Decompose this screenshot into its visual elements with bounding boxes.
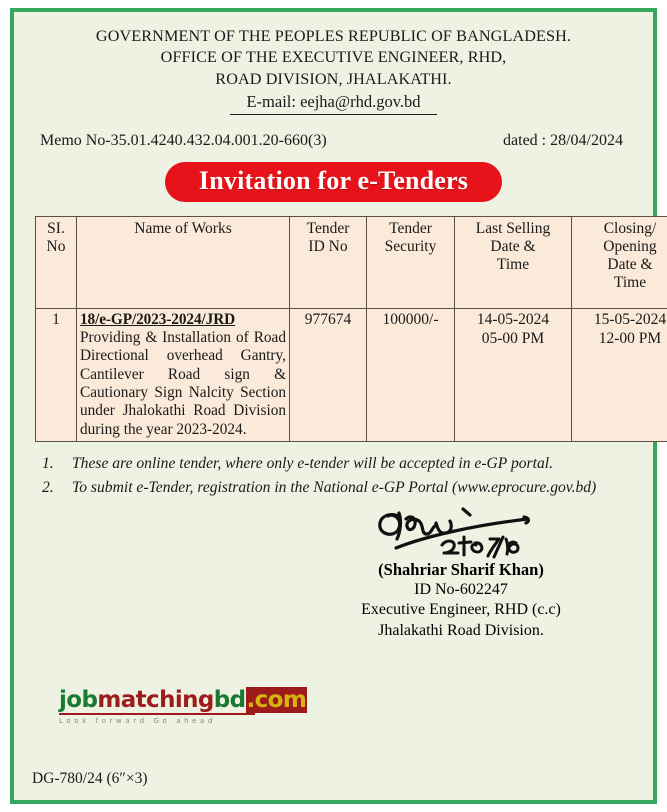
last-selling-time: 05-00 PM (481, 329, 545, 347)
cell-sl-no: 1 (36, 308, 77, 441)
cell-tender-security: 100000/- (367, 308, 455, 441)
tender-table-head (36, 216, 667, 308)
logo-part-bd: bd (213, 687, 246, 713)
logo-underline (59, 713, 255, 715)
note-number-1: 1. (42, 455, 54, 473)
invitation-banner: Invitation for e-Tenders (165, 162, 502, 202)
tender-table (35, 216, 667, 442)
signature-area (32, 503, 635, 653)
org-line-government: GOVERNMENT OF THE PEOPLES REPUBLIC OF BANGLADESH. (95, 27, 572, 45)
logo-part-com: .com (246, 687, 307, 713)
organization-header (32, 26, 635, 115)
tid-header-line2: ID No (308, 237, 348, 255)
sl-header-line1: SI. (47, 219, 65, 237)
note-item-2 (42, 478, 619, 498)
org-line-division: ROAD DIVISION, JHALAKATHI. (215, 69, 452, 88)
close-header-line2: Opening (603, 237, 657, 255)
email-address: E-mail: eejha@rhd.gov.bd (230, 91, 436, 114)
notes-list (32, 454, 635, 499)
memo-row (32, 132, 635, 150)
memo-date: dated : 28/04/2024 (503, 131, 623, 149)
signatory-designation: Executive Engineer, RHD (c.c) (361, 601, 561, 619)
sec-header-line2: Security (384, 237, 437, 255)
last-header-line2: Date & (490, 237, 536, 255)
sec-header-line1: Tender (389, 219, 432, 237)
last-selling-date: 14-05-2024 (476, 310, 550, 328)
closing-date: 15-05-2024 (593, 310, 667, 328)
org-line-office: OFFICE OF THE EXECUTIVE ENGINEER, RHD, (160, 48, 507, 67)
column-header-last-selling (455, 216, 572, 308)
column-header-closing-opening (572, 216, 667, 308)
cell-name-of-works (77, 308, 290, 441)
column-header-tender-id (290, 216, 367, 308)
signatory-name: (Shahriar Sharif Khan) (378, 559, 544, 579)
tender-table-body (36, 308, 667, 441)
logo-part-matching: matching (97, 687, 214, 713)
email-row (32, 91, 635, 114)
memo-number: Memo No-35.01.4240.432.04.001.20-660(3) (40, 131, 327, 149)
notice-border-frame (10, 8, 667, 804)
closing-time: 12-00 PM (598, 329, 662, 347)
dg-reference: DG-780/24 (6″×3) (32, 770, 148, 787)
note-item-1 (42, 454, 619, 474)
table-header-row (36, 216, 667, 308)
logo-wordmark (59, 687, 307, 713)
notice-content (14, 12, 667, 800)
handwritten-signature-icon (311, 503, 611, 559)
sl-header-line2: No (46, 237, 66, 255)
signature-block (311, 503, 611, 641)
close-header-line4: Time (613, 273, 647, 291)
cell-tender-id-no: 977674 (290, 308, 367, 441)
signatory-division: Jhalakathi Road Division. (378, 621, 544, 639)
banner-row (32, 162, 635, 202)
last-header-line3: Time (496, 255, 530, 273)
column-header-sl-no (36, 216, 77, 308)
cell-closing-opening (572, 308, 667, 441)
cell-last-selling (455, 308, 572, 441)
tender-table-wrapper (32, 216, 667, 442)
note-text-1: These are online tender, where only e-tender will be accepted in e-GP portal. (72, 455, 553, 473)
logo-tagline: Look forward Go ahead (59, 717, 216, 725)
close-header-line1: Closing/ (603, 219, 657, 237)
tender-reference: 18/e-GP/2023-2024/JRD (80, 310, 236, 328)
last-header-line1: Last Selling (475, 219, 551, 237)
logo-part-job: job (59, 687, 98, 713)
close-header-line3: Date & (607, 255, 653, 273)
tid-header-line1: Tender (306, 219, 350, 237)
note-number-2: 2. (42, 479, 54, 497)
signatory-id: ID No-602247 (414, 581, 508, 599)
column-header-name-of-works: Name of Works (77, 216, 290, 308)
table-row (36, 308, 667, 441)
jobmatchingbd-logo (59, 687, 307, 725)
note-text-2: To submit e-Tender, registration in the National e-GP Portal (www.eprocure.gov.bd) (72, 479, 597, 497)
column-header-tender-security (367, 216, 455, 308)
work-description: Providing & Installation of Road Directional overhead Gantry, Cantilever Road sign & Cautionary Sign Nalcity Section under Jhalokathi Road Division during the year 2023-2024. (80, 328, 286, 438)
